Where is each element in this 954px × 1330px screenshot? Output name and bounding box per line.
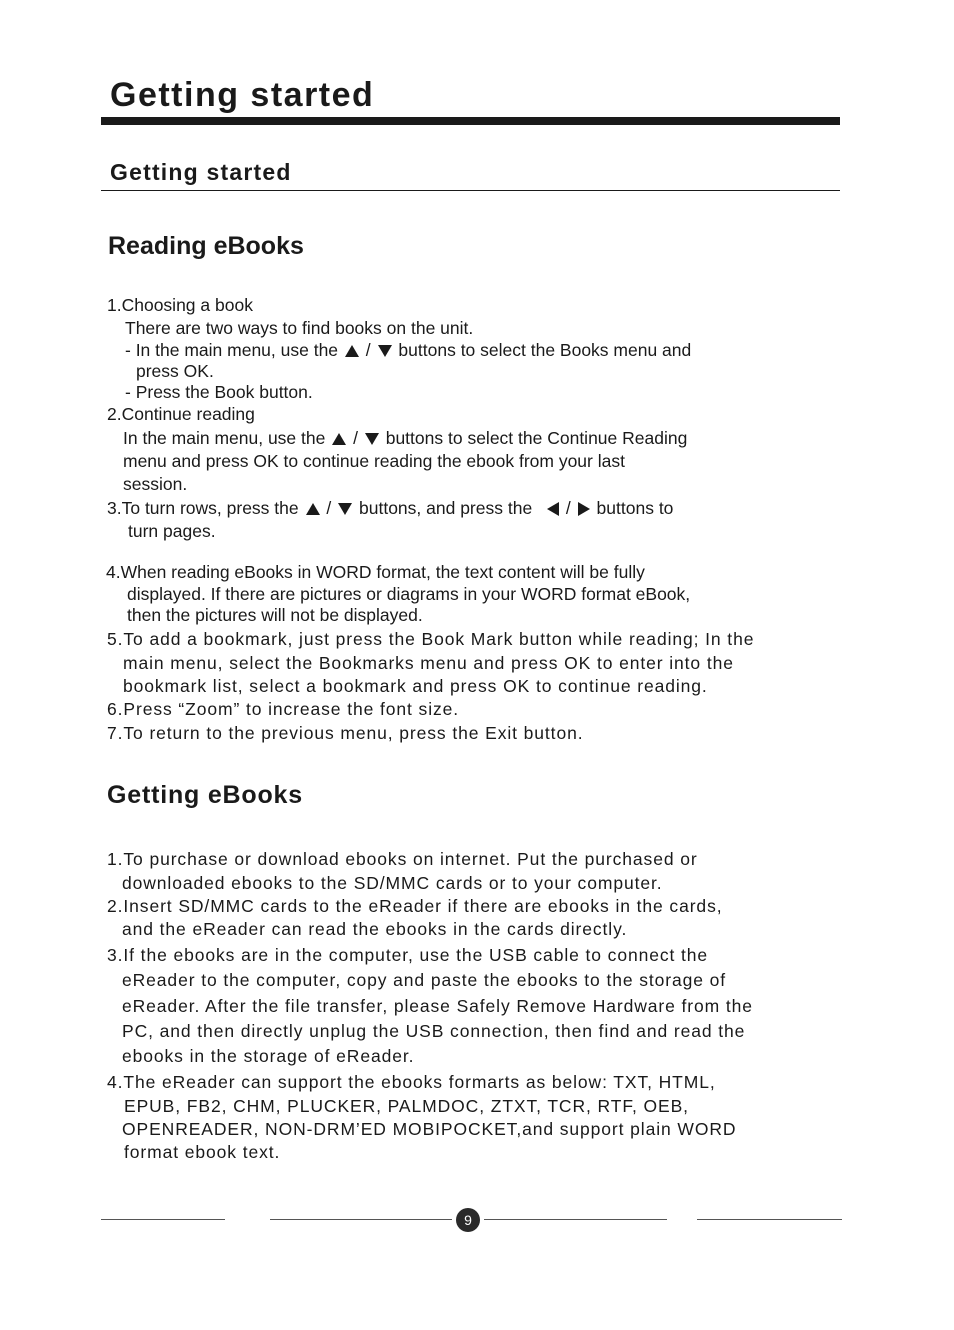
up-arrow-icon xyxy=(345,345,359,357)
reading-item2-line2: menu and press OK to continue reading the ebook from your last xyxy=(123,451,625,471)
page-number: 9 xyxy=(456,1208,480,1232)
footer-rule-left xyxy=(101,1219,225,1220)
reading-item3-line2: turn pages. xyxy=(128,521,216,541)
reading-item4-line2: displayed. If there are pictures or diagrams in your WORD format eBook, xyxy=(127,584,691,604)
text: buttons to xyxy=(596,498,674,518)
text: 3.To turn rows, press the xyxy=(107,498,299,518)
reading-item2-label: 2.Continue reading xyxy=(107,404,255,424)
getting-item3-line1: 3.If the ebooks are in the computer, use the USB cable to connect the xyxy=(107,945,709,965)
page-title: Getting started xyxy=(110,76,375,114)
text: buttons to select the Books menu and xyxy=(398,340,692,360)
down-arrow-icon xyxy=(365,433,379,445)
text: buttons, and press the xyxy=(359,498,533,518)
getting-item1-line2: downloaded ebooks to the SD/MMC cards or to your computer. xyxy=(122,873,663,893)
reading-item5-line3: bookmark list, select a bookmark and press OK to continue reading. xyxy=(123,676,708,696)
separator: / xyxy=(326,498,332,518)
reading-item1-line2 xyxy=(125,340,691,361)
up-arrow-icon xyxy=(306,503,320,515)
reading-item7: 7.To return to the previous menu, press the Exit button. xyxy=(107,723,584,743)
separator: / xyxy=(365,340,371,360)
reading-item4-line1: 4.When reading eBooks in WORD format, the text content will be fully xyxy=(106,562,645,582)
getting-item4-line1: 4.The eReader can support the ebooks formarts as below: TXT, HTML, xyxy=(107,1072,716,1092)
down-arrow-icon xyxy=(338,503,352,515)
text: - In the main menu, use the xyxy=(125,340,339,360)
getting-item3-line2: eReader to the computer, copy and paste the ebooks to the storage of xyxy=(122,970,727,990)
getting-item3-line4: PC, and then directly unplug the USB connection, then find and read the xyxy=(122,1021,746,1041)
separator: / xyxy=(353,428,358,448)
section-divider xyxy=(101,190,840,191)
reading-item5-line2: main menu, select the Bookmarks menu and press OK to enter into the xyxy=(123,653,734,673)
reading-item1-line3: press OK. xyxy=(136,361,214,381)
reading-item5-line1: 5.To add a bookmark, just press the Book Mark button while reading; In the xyxy=(107,629,755,649)
reading-item1-line1: There are two ways to find books on the unit. xyxy=(125,318,474,338)
right-arrow-icon xyxy=(578,502,590,516)
getting-item3-line3: eReader. After the file transfer, please Safely Remove Hardware from the xyxy=(122,996,753,1016)
getting-item2-line2: and the eReader can read the ebooks in the cards directly. xyxy=(122,919,628,939)
reading-item3-line1 xyxy=(107,498,673,519)
reading-item1-label: 1.Choosing a book xyxy=(107,295,253,315)
getting-item3-line5: ebooks in the storage of eReader. xyxy=(122,1046,415,1066)
reading-item4-line3: then the pictures will not be displayed. xyxy=(127,605,423,625)
up-arrow-icon xyxy=(332,433,346,445)
left-arrow-icon xyxy=(547,502,559,516)
reading-item1-line4: - Press the Book button. xyxy=(125,382,313,402)
getting-item1-line1: 1.To purchase or download ebooks on internet. Put the purchased or xyxy=(107,849,698,869)
getting-item2-line1: 2.Insert SD/MMC cards to the eReader if there are ebooks in the cards, xyxy=(107,896,723,916)
getting-item4-line2: EPUB, FB2, CHM, PLUCKER, PALMDOC, ZTXT, TCR, RTF, OEB, xyxy=(124,1096,689,1116)
footer-rule-left-inner xyxy=(270,1219,452,1220)
text: buttons to select the Continue Reading xyxy=(385,428,688,448)
getting-item4-line3: OPENREADER, NON-DRM’ED MOBIPOCKET,and support plain WORD xyxy=(122,1119,737,1139)
title-divider xyxy=(101,117,840,125)
getting-item4-line4: format ebook text. xyxy=(124,1142,281,1162)
reading-item6: 6.Press “Zoom” to increase the font size. xyxy=(107,699,460,719)
text: In the main menu, use the xyxy=(123,428,326,448)
getting-ebooks-heading: Getting eBooks xyxy=(107,781,303,809)
down-arrow-icon xyxy=(378,345,392,357)
footer-rule-right-inner xyxy=(484,1219,667,1220)
reading-item2-line3: session. xyxy=(123,474,188,494)
reading-item2-line1 xyxy=(123,428,687,449)
separator: / xyxy=(565,498,571,518)
reading-ebooks-heading: Reading eBooks xyxy=(108,232,304,260)
footer-rule-right xyxy=(697,1219,842,1220)
section-title: Getting started xyxy=(110,159,292,185)
